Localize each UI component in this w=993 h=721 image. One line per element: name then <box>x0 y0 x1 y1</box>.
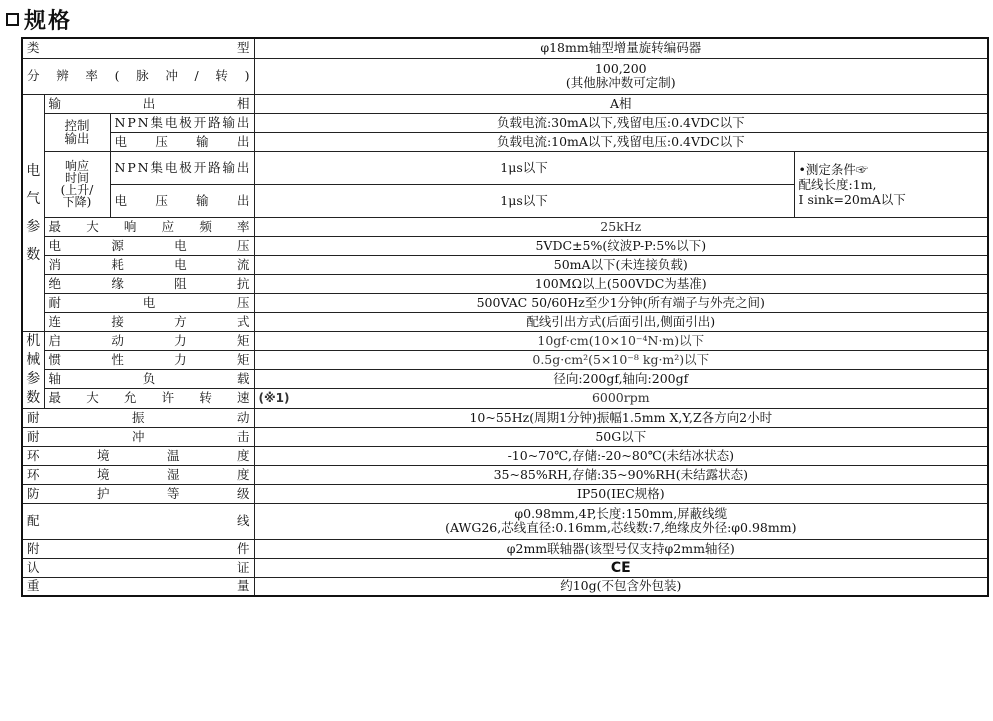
label-char: 分 <box>27 68 40 83</box>
label-char: 集 <box>150 114 163 130</box>
table-row <box>22 217 988 236</box>
table-row <box>22 465 988 484</box>
label-char: 最 <box>48 218 62 234</box>
label-char: 动 <box>111 332 124 348</box>
row-label <box>44 331 254 350</box>
row-label <box>110 132 254 151</box>
label-char: ) <box>244 68 250 83</box>
label-char: 转 <box>215 68 228 83</box>
row-label <box>22 465 254 484</box>
label-char: 电 <box>114 192 128 208</box>
label-char: 阻 <box>174 275 187 291</box>
response-note-line3: I sink=20mA以下 <box>798 191 906 207</box>
label-char: N <box>137 114 149 130</box>
table-row <box>22 255 988 274</box>
type-value: φ18mm轴型增量旋转编码器 <box>254 38 988 58</box>
label-char: 附 <box>27 540 40 556</box>
max-freq-label <box>49 220 250 234</box>
label-char: 路 <box>208 159 221 175</box>
inertia-value: 0.5g·cm²(5×10⁻⁸ kg·m²)以下 <box>254 350 988 369</box>
label-char: 配 <box>27 513 40 528</box>
table-row <box>22 236 988 255</box>
label-char: 相 <box>237 95 250 111</box>
label-char: 类 <box>27 40 40 56</box>
row-label <box>44 312 254 331</box>
table-row <box>22 389 988 408</box>
label-char: 电 <box>174 237 187 253</box>
row-label <box>110 113 254 132</box>
row-label <box>22 446 254 465</box>
wiring-value-line1: φ0.98mm,4P,长度:150mm,屏蔽线缆 <box>514 506 728 521</box>
resolution-value-line2: (其他脉冲数可定制) <box>565 75 676 90</box>
label-char: 电 <box>164 114 178 130</box>
voltage-output-label <box>115 135 250 149</box>
torque-value: 10gf·cm(10×10⁻⁴N·m)以下 <box>254 331 988 350</box>
table-row <box>22 331 988 350</box>
label-char: N <box>114 114 126 130</box>
label-char: 重 <box>27 578 40 594</box>
control-output-label-line2: 输出 <box>64 131 90 146</box>
label-char: 极 <box>179 114 192 130</box>
npn-output-value: 负载电流:30mA以下,残留电压:0.4VDC以下 <box>254 113 988 132</box>
label-char: 应 <box>161 218 175 234</box>
label-char: 出 <box>236 133 250 149</box>
label-char: 耐 <box>48 294 62 310</box>
output-phase-label <box>49 97 250 111</box>
label-char: 级 <box>237 485 250 501</box>
table-row <box>22 151 988 184</box>
label-char: 耗 <box>111 256 124 272</box>
table-row <box>22 427 988 446</box>
label-char: 输 <box>196 192 209 208</box>
label-char: 电 <box>114 133 128 149</box>
connection-value: 配线引出方式(后面引出,侧面引出) <box>254 312 988 331</box>
label-char: 轴 <box>48 371 62 387</box>
label-char: 件 <box>237 540 250 556</box>
label-char: 性 <box>111 351 124 367</box>
label-char: 型 <box>237 40 250 56</box>
label-char: 启 <box>48 332 62 348</box>
protection-value: IP50(IEC规格) <box>254 484 988 503</box>
label-char: 方 <box>174 313 187 329</box>
response-time-label <box>44 151 110 217</box>
section-header <box>6 6 72 32</box>
label-char: 流 <box>236 256 250 272</box>
label-char: P <box>127 159 136 175</box>
supply-voltage-label <box>49 239 250 253</box>
npn-output-label <box>115 116 250 130</box>
group-char: 机 <box>26 332 41 349</box>
label-char: 允 <box>123 390 137 406</box>
control-output-label-line1: 控制 <box>64 118 90 133</box>
label-char: 输 <box>196 133 209 149</box>
label-char: 等 <box>167 485 180 501</box>
label-char: 冲 <box>132 428 145 444</box>
wiring-value <box>254 503 988 539</box>
label-char: 许 <box>161 390 175 406</box>
certification-value <box>254 558 988 577</box>
square-bullet-icon <box>6 13 19 26</box>
insulation-value: 100MΩ以上(500VDC为基准) <box>254 274 988 293</box>
label-char: 路 <box>208 114 221 130</box>
table-row <box>22 446 988 465</box>
row-label <box>44 293 254 312</box>
label-char: 负 <box>142 371 156 387</box>
table-row <box>22 350 988 369</box>
label-char: 压 <box>155 133 168 149</box>
row-label <box>44 236 254 255</box>
row-label <box>22 427 254 446</box>
row-label <box>110 184 254 217</box>
response-note-line1: •测定条件☞ <box>798 161 869 177</box>
weight-value: 约10g(不包含外包装) <box>254 577 988 596</box>
control-output-label <box>44 113 110 151</box>
label-char: 力 <box>174 332 187 348</box>
row-label <box>22 503 254 539</box>
label-char: 电 <box>48 237 62 253</box>
current-value: 50mA以下(未连接负载) <box>254 255 988 274</box>
label-char: 频 <box>199 218 212 234</box>
label-char: 绝 <box>48 275 62 291</box>
label-char: 振 <box>132 409 145 425</box>
label-char: 耐 <box>27 428 40 444</box>
label-char: 连 <box>48 313 62 329</box>
response-time-label-line3: (上升/ <box>60 183 94 197</box>
table-row <box>22 113 988 132</box>
table-row <box>22 58 988 94</box>
table-row <box>22 132 988 151</box>
mechanical-group-label <box>22 331 44 408</box>
label-char: 极 <box>179 159 192 175</box>
insulation-label <box>49 277 250 291</box>
accessory-label <box>27 542 250 556</box>
max-speed-note: (※1) <box>258 391 290 406</box>
label-char: 证 <box>237 559 250 575</box>
label-char: 式 <box>236 313 250 329</box>
section-title: 规格 <box>24 8 73 34</box>
label-char: ( <box>114 68 120 83</box>
label-char: 抗 <box>236 275 250 291</box>
label-char: 源 <box>111 237 124 253</box>
response-npn-value: 1μs以下 <box>254 151 794 184</box>
row-label <box>22 539 254 558</box>
label-char: 集 <box>150 159 163 175</box>
mechanical-group-text <box>23 332 44 408</box>
group-char: 参 <box>26 370 41 387</box>
group-char: 电 <box>26 162 41 179</box>
label-char: 矩 <box>236 332 250 348</box>
label-char: 大 <box>86 390 99 406</box>
row-label <box>44 389 254 408</box>
dielectric-label <box>49 296 250 310</box>
voltage-output-value: 负载电流:10mA以下,残留电压:0.4VDC以下 <box>254 132 988 151</box>
row-label <box>44 274 254 293</box>
table-row <box>22 370 988 389</box>
table-row <box>22 312 988 331</box>
shaft-load-value: 径向:200gf,轴向:200gf <box>254 370 988 389</box>
type-label <box>27 41 250 55</box>
electrical-group-text <box>23 157 44 269</box>
label-char: 电 <box>164 159 178 175</box>
inertia-label <box>49 353 250 367</box>
table-row <box>22 94 988 113</box>
shock-label <box>27 430 250 444</box>
vibration-value: 10~55Hz(周期1分钟)振幅1.5mm X,Y,Z各方向2小时 <box>254 408 988 427</box>
row-label <box>44 217 254 236</box>
group-char: 数 <box>26 389 41 406</box>
label-char: 电 <box>174 256 187 272</box>
response-time-label-line4: 下降) <box>62 195 92 209</box>
torque-label <box>49 334 250 348</box>
wiring-label <box>27 514 250 528</box>
label-char: 出 <box>236 114 250 130</box>
label-char: 出 <box>236 159 250 175</box>
label-char: 冲 <box>165 68 178 83</box>
label-char: N <box>137 159 149 175</box>
label-char: 压 <box>155 192 168 208</box>
response-note <box>794 151 988 217</box>
vibration-label <box>27 411 250 425</box>
label-char: 环 <box>27 466 40 482</box>
response-note-line2: 配线长度:1m, <box>798 176 877 192</box>
label-char: 速 <box>237 390 250 406</box>
label-char: 大 <box>86 218 99 234</box>
max-speed-value <box>254 389 988 408</box>
row-label <box>22 58 254 94</box>
label-char: 压 <box>236 237 250 253</box>
row-label <box>22 558 254 577</box>
label-char: 线 <box>237 513 250 528</box>
label-char: 响 <box>123 218 137 234</box>
label-char: 量 <box>237 578 250 594</box>
label-char: 辨 <box>56 68 69 83</box>
current-label <box>49 258 250 272</box>
label-char: 脉 <box>136 68 149 83</box>
table-row <box>22 577 988 596</box>
dielectric-value: 500VAC 50/60Hz至少1分钟(所有端子与外壳之间) <box>254 293 988 312</box>
ce-mark-icon: CE <box>610 559 631 576</box>
max-freq-value: 25kHz <box>254 217 988 236</box>
table-row <box>22 539 988 558</box>
table-row <box>22 503 988 539</box>
label-char: 矩 <box>236 351 250 367</box>
label-char: 转 <box>199 390 212 406</box>
humidity-label <box>27 468 250 482</box>
label-char: 境 <box>97 466 110 482</box>
row-label <box>44 255 254 274</box>
group-char: 械 <box>26 351 41 368</box>
label-char: 境 <box>97 447 110 463</box>
row-label <box>22 38 254 58</box>
label-char: P <box>127 114 136 130</box>
label-char: 率 <box>237 218 250 234</box>
label-char: 出 <box>142 95 156 111</box>
label-char: 率 <box>85 68 98 83</box>
label-char: 缘 <box>111 275 124 291</box>
label-char: 动 <box>237 409 250 425</box>
label-char: 惯 <box>48 351 62 367</box>
group-char: 气 <box>26 190 41 207</box>
label-char: 压 <box>237 294 250 310</box>
connection-label <box>49 315 250 329</box>
temperature-label <box>27 449 250 463</box>
row-label <box>44 350 254 369</box>
label-char: / <box>194 68 199 83</box>
resolution-label <box>27 69 250 83</box>
label-char: 最 <box>48 390 62 406</box>
table-row <box>22 38 988 58</box>
row-label <box>44 94 254 113</box>
row-label <box>22 484 254 503</box>
table-row <box>22 274 988 293</box>
label-char: 消 <box>48 256 62 272</box>
electrical-group-label <box>22 94 44 331</box>
label-char: 输 <box>222 159 236 175</box>
group-char: 数 <box>26 246 41 263</box>
label-char: 防 <box>27 485 40 501</box>
row-label <box>22 408 254 427</box>
table-row <box>22 408 988 427</box>
label-char: 力 <box>174 351 187 367</box>
label-char: 度 <box>237 447 250 463</box>
label-char: 出 <box>236 192 250 208</box>
label-char: 护 <box>97 485 110 501</box>
label-char: 输 <box>222 114 236 130</box>
weight-label <box>27 579 250 593</box>
supply-voltage-value: 5VDC±5%(纹波P-P:5%以下) <box>254 236 988 255</box>
table-row <box>22 558 988 577</box>
label-char: 温 <box>167 447 180 463</box>
response-time-label-line1: 响应 <box>64 159 89 173</box>
wiring-value-line2: (AWG26,芯线直径:0.16mm,芯线数:7,绝缘皮外径:φ0.98mm) <box>445 520 797 535</box>
label-char: 接 <box>111 313 124 329</box>
resolution-value <box>254 58 988 94</box>
spec-table <box>21 37 989 597</box>
row-label <box>22 577 254 596</box>
certification-label <box>27 561 250 575</box>
label-char: 电 <box>142 294 156 310</box>
label-char: 认 <box>27 559 40 575</box>
response-npn-label <box>115 161 250 175</box>
response-voltage-value: 1μs以下 <box>254 184 794 217</box>
shock-value: 50G以下 <box>254 427 988 446</box>
protection-label <box>27 487 250 501</box>
label-char: 开 <box>193 159 207 175</box>
label-char: 击 <box>237 428 250 444</box>
humidity-value: 35~85%RH,存储:35~90%RH(未结露状态) <box>254 465 988 484</box>
shaft-load-label <box>49 372 250 386</box>
label-char: 开 <box>193 114 207 130</box>
resolution-value-line1: 100,200 <box>594 61 647 76</box>
row-label <box>110 151 254 184</box>
label-char: 环 <box>27 447 40 463</box>
response-time-label-line2: 时间 <box>64 171 89 185</box>
group-char: 参 <box>26 218 41 235</box>
table-row <box>22 293 988 312</box>
label-char: 输 <box>48 95 62 111</box>
temperature-value: -10~70℃,存储:-20~80℃(未结冰状态) <box>254 446 988 465</box>
label-char: 湿 <box>167 466 180 482</box>
accessory-value: φ2mm联轴器(该型号仅支持φ2mm轴径) <box>254 539 988 558</box>
row-label <box>44 370 254 389</box>
label-char: 耐 <box>27 409 40 425</box>
output-phase-value: A相 <box>254 94 988 113</box>
max-speed-label <box>49 391 250 405</box>
label-char: N <box>114 159 126 175</box>
label-char: 载 <box>237 371 250 387</box>
label-char: 度 <box>237 466 250 482</box>
response-voltage-label <box>115 194 250 208</box>
max-speed-value-text: 6000rpm <box>591 390 650 406</box>
table-row <box>22 484 988 503</box>
